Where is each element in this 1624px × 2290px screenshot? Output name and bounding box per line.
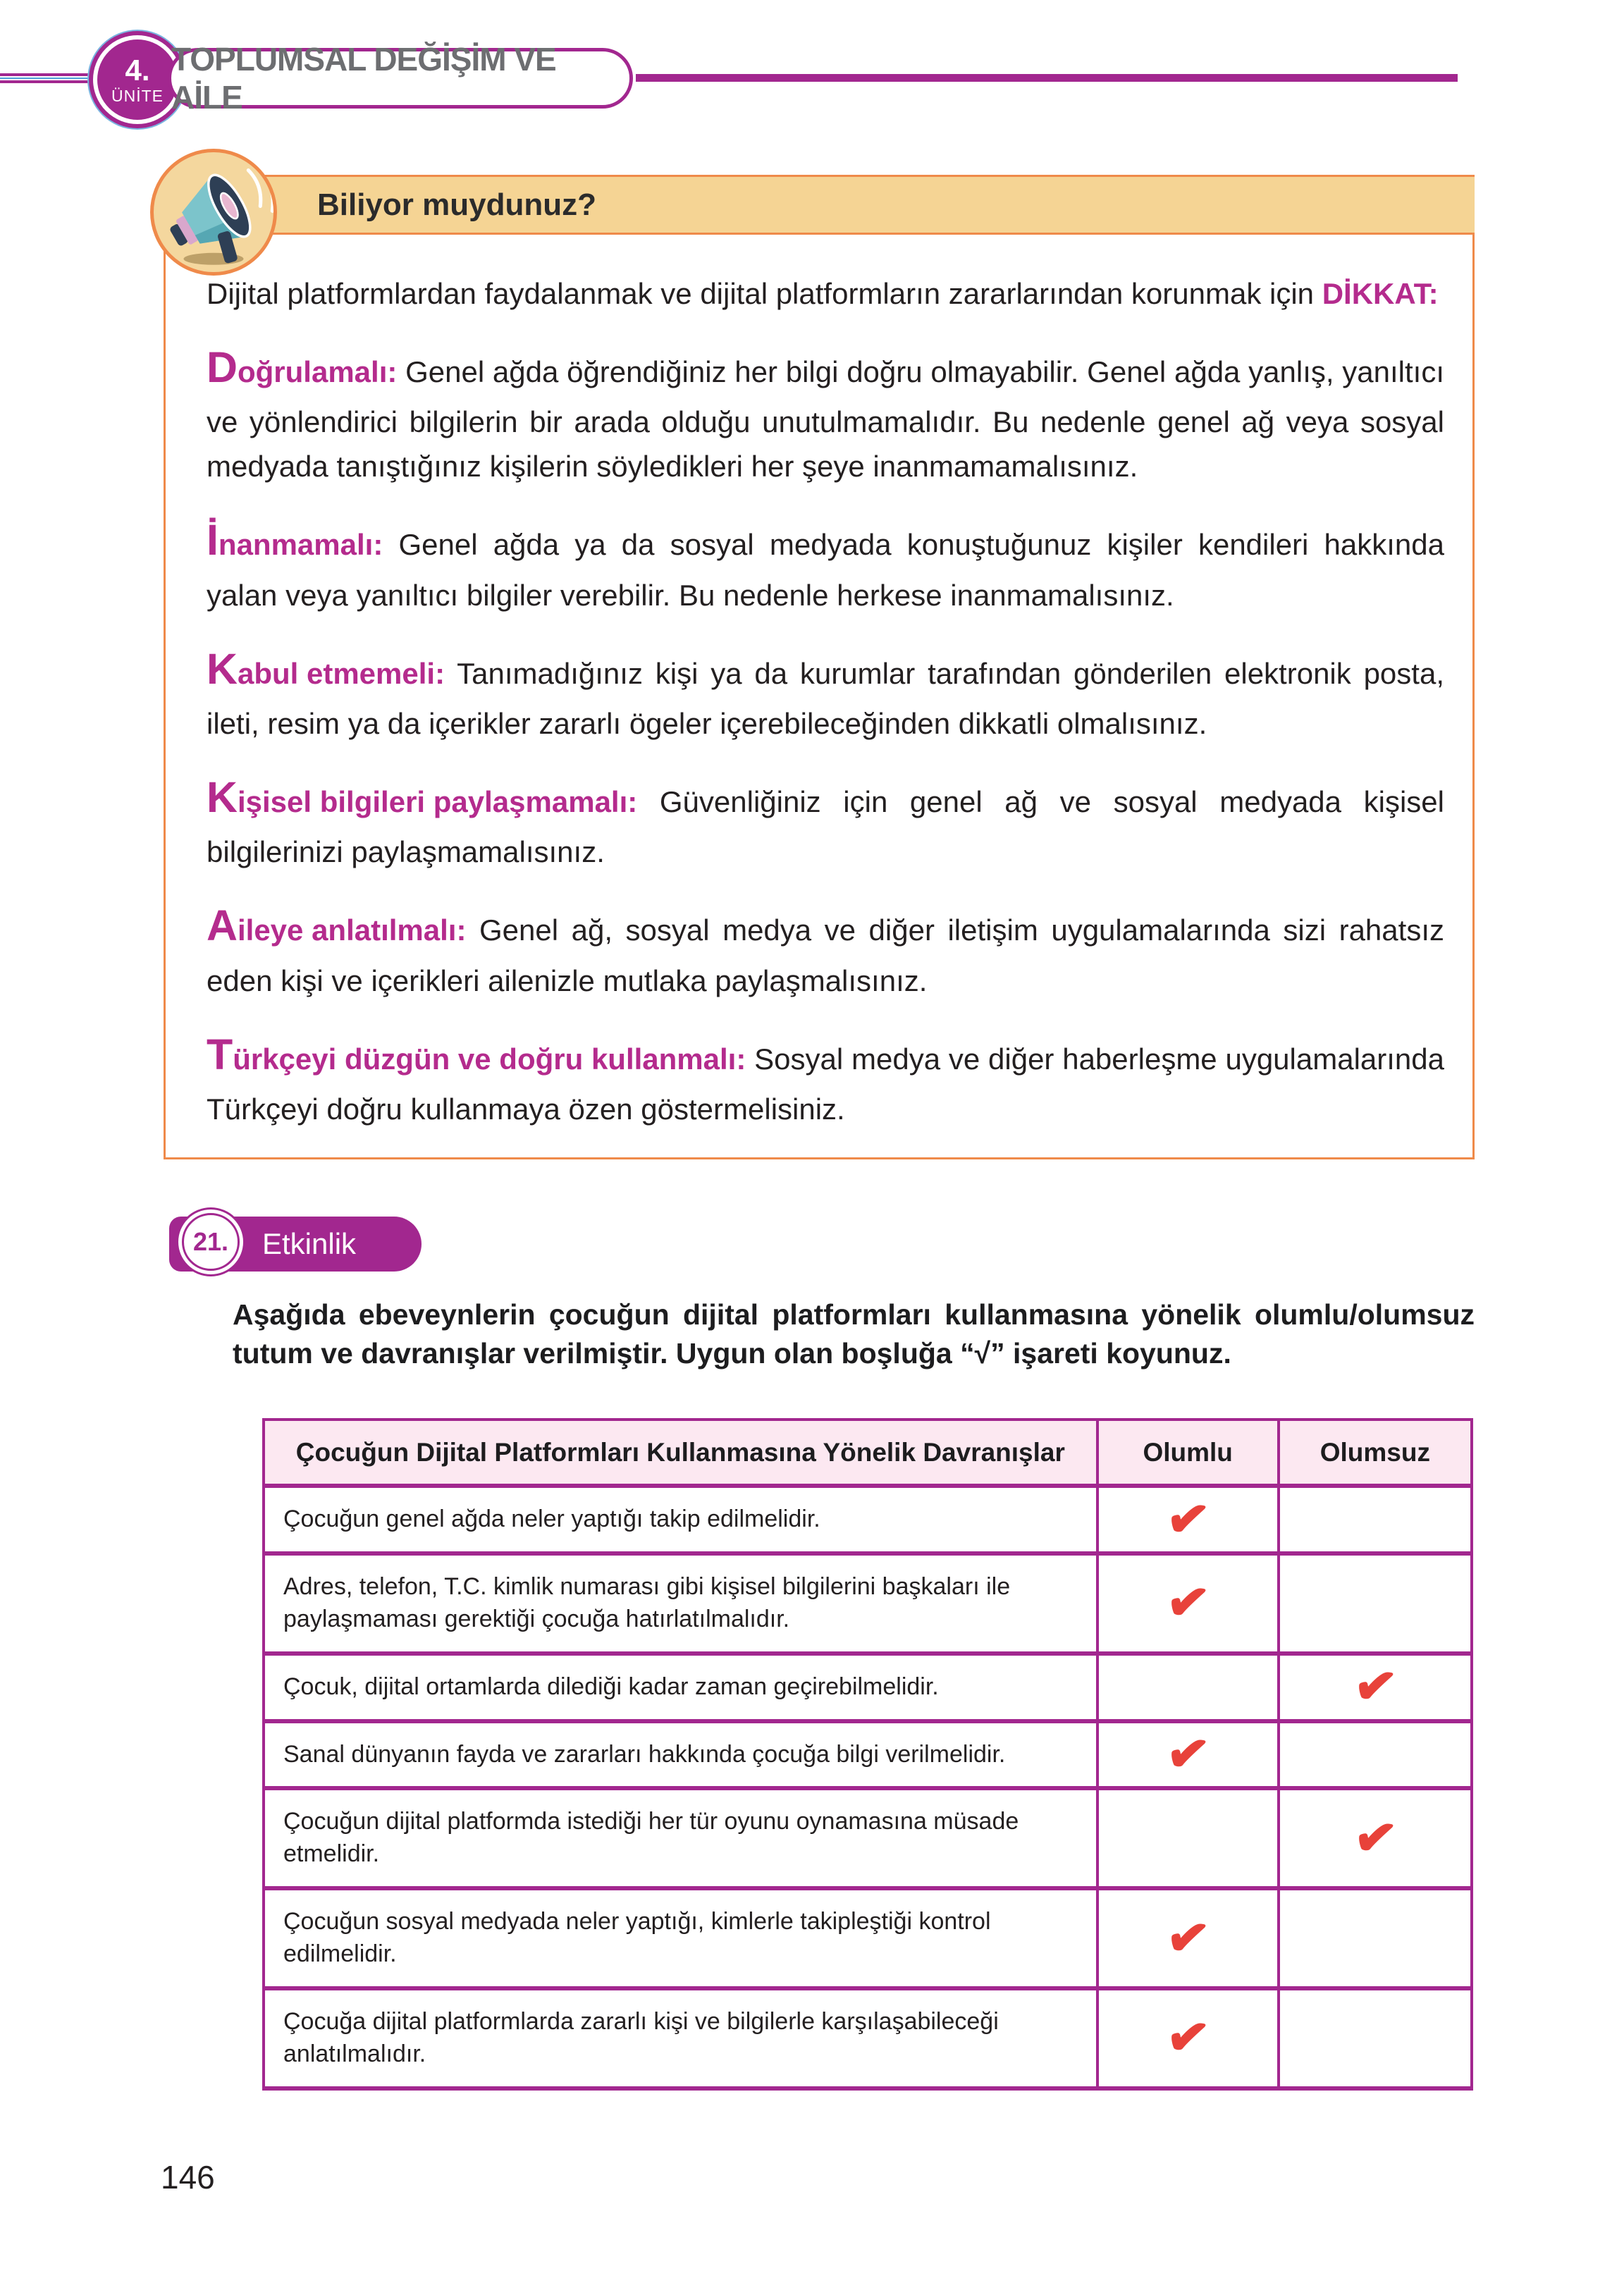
- activity-number-circle: [182, 1213, 240, 1271]
- unit-label: ÜNİTE: [111, 86, 164, 105]
- item-text: Genel ağda ya da sosyal medyada konuştuğunuz kişiler kendileri hakkında yalan veya yanıltıcı bilgiler verebilir. Bu nedenle herkese inanmamalısınız.: [207, 528, 1444, 612]
- olumsuz-cell: [1279, 1988, 1472, 2088]
- unit-number: 4.: [125, 53, 150, 87]
- olumlu-cell: [1097, 1788, 1279, 1888]
- olumsuz-cell: [1279, 1888, 1472, 1988]
- activity-badge: [169, 1217, 422, 1272]
- olumsuz-cell: [1279, 1654, 1472, 1721]
- checkmark: ✔: [1351, 1656, 1400, 1718]
- item-lead: Doğrulamalı:: [207, 343, 398, 391]
- behavior-table: [262, 1418, 1473, 2091]
- activity-label: Etkinlik: [262, 1227, 357, 1260]
- page-number: 146: [161, 2159, 215, 2196]
- checkmark: ✔: [1163, 1723, 1213, 1785]
- table-header-behavior: Çocuğun Dijital Platformları Kullanmasına Yönelik Davranışlar: [264, 1420, 1097, 1486]
- checkmark: ✔: [1163, 2007, 1213, 2069]
- checkmark: ✔: [1163, 1572, 1213, 1634]
- behavior-cell: Sanal dünyanın fayda ve zararları hakkında çocuğa bilgi verilmelidir.: [264, 1721, 1097, 1789]
- table-header-olumlu: Olumlu: [1097, 1420, 1279, 1486]
- olumlu-cell: [1097, 1486, 1279, 1553]
- activity-instruction: Aşağıda ebeveynlerin çocuğun dijital platformları kullanmasına yönelik olumlu/olumsuz tutum ve davranışlar verilmiştir. Uygun olan boşluğa “√” işareti koyunuz.: [233, 1298, 1475, 1370]
- table-row: [264, 1654, 1472, 1721]
- infobox-item: [207, 1023, 1444, 1131]
- header-rule-right: [636, 74, 1458, 82]
- item-text: Genel ağ, sosyal medya ve diğer iletişim uygulamalarında sizi rahatsız eden kişi ve içerikleri ailenizle mutlaka paylaşmalısınız.: [207, 913, 1444, 997]
- item-lead: Kabul etmemeli:: [207, 644, 445, 693]
- item-lead: Kişisel bilgileri paylaşmamalı:: [207, 773, 638, 822]
- olumsuz-cell: [1279, 1486, 1472, 1553]
- olumlu-cell: [1097, 1888, 1279, 1988]
- table-row: [264, 1486, 1472, 1553]
- item-text: Sosyal medya ve diğer haberleşme uygulamalarında Türkçeyi doğru kullanmaya özen göstermelisiniz.: [207, 1042, 1444, 1126]
- infobox-item: [207, 765, 1444, 874]
- olumlu-cell: [1097, 1553, 1279, 1654]
- checkmark: ✔: [1163, 1907, 1213, 1969]
- page-title-pill: [168, 41, 633, 116]
- behavior-cell: Çocuğun sosyal medyada neler yaptığı, kimlerle takipleştiği kontrol edilmelidir.: [264, 1888, 1097, 1988]
- page-title: TOPLUMSAL DEĞİŞİM VE AİLE: [171, 41, 556, 116]
- checkmark: ✔: [1351, 1807, 1400, 1869]
- table-header-olumsuz: Olumsuz: [1279, 1420, 1472, 1486]
- infobox-title-bar: [164, 175, 1475, 235]
- infobox-title: Biliyor muydunuz?: [317, 187, 596, 222]
- behavior-cell: Çocuğun dijital platformda istediği her tür oyunu oynamasına müsade etmelidir.: [264, 1788, 1097, 1888]
- item-lead: Aileye anlatılmalı:: [207, 901, 467, 950]
- table-header-row: [264, 1420, 1472, 1486]
- table-row: [264, 1553, 1472, 1654]
- item-lead: İnanmamalı:: [207, 516, 383, 565]
- olumsuz-cell: [1279, 1721, 1472, 1789]
- behavior-cell: Adres, telefon, T.C. kimlik numarası gibi kişisel bilgilerini başkaları ile paylaşmaması gerektiği çocuğa hatırlatılmalıdır.: [264, 1553, 1097, 1654]
- olumsuz-cell: [1279, 1788, 1472, 1888]
- infobox-intro-text: Dijital platformlardan faydalanmak ve dijital platformların zararlarından korunmak için: [207, 277, 1322, 310]
- item-lead: Türkçeyi düzgün ve doğru kullanmalı:: [207, 1030, 746, 1078]
- unit-badge-circle: [97, 39, 178, 120]
- did-you-know-box: [164, 175, 1475, 1159]
- infobox-item: [207, 508, 1444, 617]
- infobox-body: [166, 235, 1472, 1151]
- checkmark: ✔: [1163, 1489, 1213, 1550]
- infobox-item: [207, 336, 1444, 488]
- olumlu-cell: [1097, 1988, 1279, 2088]
- activity-number: 21.: [192, 1227, 229, 1256]
- infobox-intro-highlight: DİKKAT:: [1322, 277, 1439, 310]
- behavior-cell: Çocuk, dijital ortamlarda dilediği kadar zaman geçirebilmelidir.: [264, 1654, 1097, 1721]
- olumlu-cell: [1097, 1721, 1279, 1789]
- item-text: Güvenliğiniz için genel ağ ve sosyal medyada kişisel bilgilerinizi paylaşmamalısınız.: [207, 785, 1444, 869]
- infobox-item: [207, 894, 1444, 1002]
- infobox-item: [207, 637, 1444, 746]
- behavior-cell: Çocuğun genel ağda neler yaptığı takip edilmelidir.: [264, 1486, 1097, 1553]
- olumsuz-cell: [1279, 1553, 1472, 1654]
- item-text: Genel ağda öğrendiğiniz her bilgi doğru olmayabilir. Genel ağda yanlış, yanıltıcı ve yönlendirici bilgilerin bir arada olduğu unutulmamalıdır. Bu nedenle genel ağ veya sosyal medyada tanıştığınız kişilerin söyledikleri her şeye inanmamamalısınız.: [207, 355, 1444, 484]
- table-row: [264, 1888, 1472, 1988]
- olumlu-cell: [1097, 1654, 1279, 1721]
- item-text: Tanımadığınız kişi ya da kurumlar tarafından gönderilen elektronik posta, ileti, resim ya da içerikler zararlı ögeler içerebileceğinden dikkatli olmalısınız.: [207, 656, 1444, 741]
- behavior-cell: Çocuğa dijital platformlarda zararlı kişi ve bilgilerle karşılaşabileceği anlatılmalıdır.: [264, 1988, 1097, 2088]
- table-row: [264, 1721, 1472, 1789]
- table-row: [264, 1788, 1472, 1888]
- infobox-intro: [207, 271, 1444, 316]
- table-row: [264, 1988, 1472, 2088]
